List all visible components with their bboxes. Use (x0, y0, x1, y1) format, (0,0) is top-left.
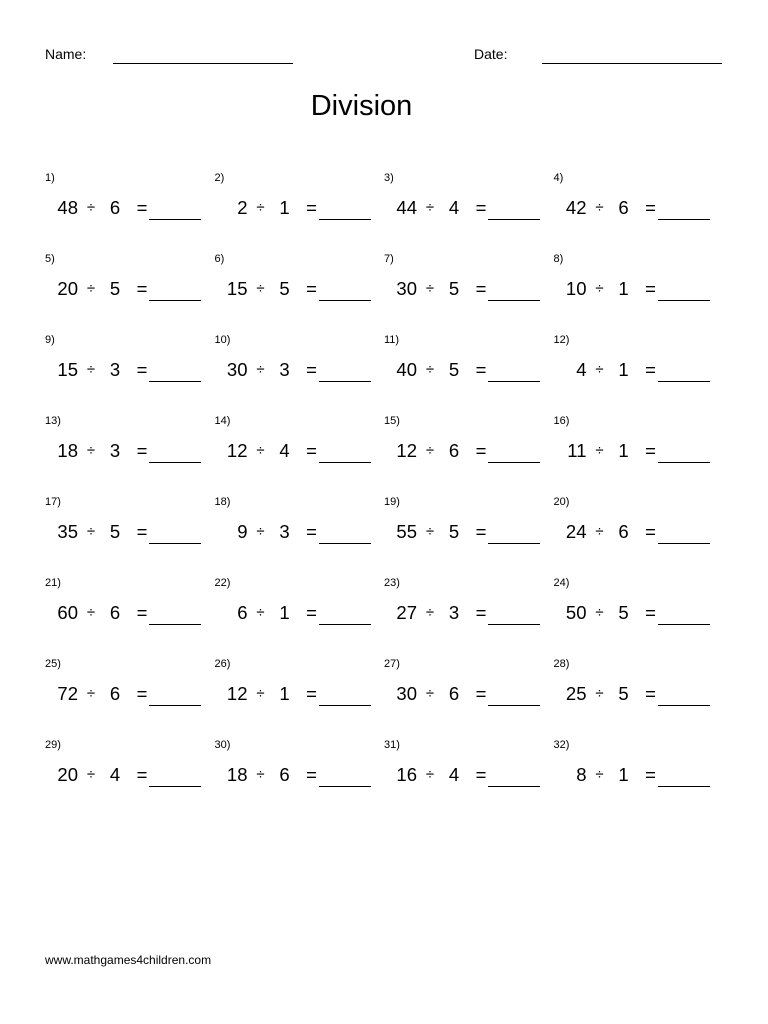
problem-number: 30) (214, 739, 231, 751)
answer-blank[interactable] (658, 543, 710, 544)
dividend: 2 (237, 197, 248, 218)
problem-22 (215, 575, 385, 656)
problem-number: 8) (553, 253, 564, 265)
answer-blank[interactable] (149, 462, 201, 463)
divide-sign: ÷ (86, 442, 96, 459)
divide-sign: ÷ (86, 280, 96, 297)
dividend: 6 (237, 602, 248, 623)
divisor: 6 (618, 197, 629, 218)
dividend: 9 (237, 521, 248, 542)
equals-sign: = (136, 440, 148, 461)
answer-blank[interactable] (488, 624, 540, 625)
problem-number: 28) (553, 658, 570, 670)
problem-number: 6) (214, 253, 225, 265)
problem-6 (215, 251, 385, 332)
problem-number: 4) (553, 172, 564, 184)
problem-3 (384, 170, 554, 251)
problem-19 (384, 494, 554, 575)
divide-sign: ÷ (86, 685, 96, 702)
equals-sign: = (645, 278, 656, 299)
divide-sign: ÷ (595, 766, 604, 783)
problem-number: 21) (45, 577, 61, 589)
divisor: 3 (109, 359, 121, 380)
divisor: 4 (109, 764, 121, 785)
answer-blank[interactable] (149, 705, 201, 706)
answer-blank[interactable] (149, 786, 201, 787)
dividend: 24 (565, 521, 587, 542)
problem-number: 29) (45, 739, 61, 751)
problem-29 (45, 737, 215, 818)
problem-32 (554, 737, 724, 818)
problem-7 (384, 251, 554, 332)
divisor: 1 (279, 602, 290, 623)
divide-sign: ÷ (425, 361, 435, 378)
equals-sign: = (645, 683, 656, 704)
divide-sign: ÷ (595, 361, 604, 378)
answer-blank[interactable] (319, 543, 371, 544)
answer-blank[interactable] (488, 219, 540, 220)
date-field[interactable] (542, 63, 722, 64)
dividend: 40 (396, 359, 417, 380)
problem-number: 22) (214, 577, 231, 589)
divide-sign: ÷ (256, 199, 265, 216)
divisor: 1 (279, 197, 290, 218)
divide-sign: ÷ (595, 604, 604, 621)
divisor: 1 (618, 278, 629, 299)
problem-number: 23) (384, 577, 400, 589)
problem-28 (554, 656, 724, 737)
divide-sign: ÷ (86, 766, 96, 783)
divide-sign: ÷ (256, 685, 265, 702)
name-field[interactable] (113, 63, 293, 64)
divide-sign: ÷ (86, 199, 96, 216)
equals-sign: = (136, 521, 148, 542)
divisor: 4 (448, 764, 460, 785)
problem-23 (384, 575, 554, 656)
problem-25 (45, 656, 215, 737)
answer-blank[interactable] (319, 300, 371, 301)
problem-13 (45, 413, 215, 494)
problem-number: 24) (553, 577, 570, 589)
problem-number: 27) (384, 658, 400, 670)
equals-sign: = (306, 278, 317, 299)
dividend: 50 (565, 602, 587, 623)
equals-sign: = (475, 359, 487, 380)
answer-blank[interactable] (658, 705, 710, 706)
problem-number: 11) (384, 334, 400, 346)
problem-24 (554, 575, 724, 656)
divisor: 3 (109, 440, 121, 461)
problem-number: 16) (553, 415, 570, 427)
divide-sign: ÷ (256, 280, 265, 297)
dividend: 60 (57, 602, 78, 623)
equals-sign: = (645, 197, 656, 218)
divisor: 5 (448, 359, 460, 380)
equals-sign: = (306, 764, 317, 785)
problem-number: 31) (384, 739, 400, 751)
equals-sign: = (645, 521, 656, 542)
dividend: 48 (57, 197, 78, 218)
divide-sign: ÷ (256, 361, 265, 378)
divide-sign: ÷ (425, 280, 435, 297)
dividend: 12 (226, 440, 248, 461)
divisor: 5 (109, 521, 121, 542)
equals-sign: = (306, 602, 317, 623)
answer-blank[interactable] (658, 624, 710, 625)
problem-number: 13) (45, 415, 61, 427)
dividend: 20 (57, 764, 78, 785)
problem-18 (215, 494, 385, 575)
divisor: 6 (109, 683, 121, 704)
equals-sign: = (306, 359, 317, 380)
equals-sign: = (645, 440, 656, 461)
divisor: 4 (448, 197, 460, 218)
problem-1 (45, 170, 215, 251)
problem-number: 32) (553, 739, 570, 751)
divisor: 6 (279, 764, 290, 785)
divide-sign: ÷ (595, 442, 604, 459)
answer-blank[interactable] (319, 381, 371, 382)
answer-blank[interactable] (319, 786, 371, 787)
problem-number: 19) (384, 496, 400, 508)
equals-sign: = (475, 602, 487, 623)
dividend: 30 (226, 359, 248, 380)
equals-sign: = (475, 764, 487, 785)
dividend: 72 (57, 683, 78, 704)
divide-sign: ÷ (86, 523, 96, 540)
equals-sign: = (306, 197, 317, 218)
divisor: 1 (618, 359, 629, 380)
date-label: Date: (474, 46, 508, 62)
problem-27 (384, 656, 554, 737)
divide-sign: ÷ (86, 361, 96, 378)
divide-sign: ÷ (425, 442, 435, 459)
equals-sign: = (136, 359, 148, 380)
answer-blank[interactable] (488, 381, 540, 382)
divide-sign: ÷ (595, 685, 604, 702)
equals-sign: = (475, 683, 487, 704)
problem-31 (384, 737, 554, 818)
equals-sign: = (645, 359, 656, 380)
divisor: 4 (279, 440, 290, 461)
divide-sign: ÷ (86, 604, 96, 621)
dividend: 12 (396, 440, 417, 461)
answer-blank[interactable] (319, 705, 371, 706)
answer-blank[interactable] (488, 300, 540, 301)
divisor: 5 (279, 278, 290, 299)
answer-blank[interactable] (319, 462, 371, 463)
answer-blank[interactable] (149, 543, 201, 544)
divisor: 6 (448, 440, 460, 461)
divisor: 3 (448, 602, 460, 623)
dividend: 35 (57, 521, 78, 542)
equals-sign: = (306, 683, 317, 704)
problem-21 (45, 575, 215, 656)
divide-sign: ÷ (425, 604, 435, 621)
divisor: 6 (618, 521, 629, 542)
dividend: 8 (576, 764, 587, 785)
answer-blank[interactable] (658, 381, 710, 382)
divisor: 5 (618, 683, 629, 704)
dividend: 11 (567, 440, 587, 461)
problem-20 (554, 494, 724, 575)
equals-sign: = (136, 683, 148, 704)
dividend: 30 (396, 278, 417, 299)
dividend: 44 (396, 197, 417, 218)
divide-sign: ÷ (425, 523, 435, 540)
dividend: 18 (57, 440, 78, 461)
divide-sign: ÷ (595, 523, 604, 540)
divide-sign: ÷ (425, 685, 435, 702)
divide-sign: ÷ (256, 766, 265, 783)
problem-30 (215, 737, 385, 818)
problem-4 (554, 170, 724, 251)
divisor: 6 (109, 602, 121, 623)
divide-sign: ÷ (425, 199, 435, 216)
equals-sign: = (306, 521, 317, 542)
answer-blank[interactable] (658, 462, 710, 463)
problem-17 (45, 494, 215, 575)
dividend: 55 (396, 521, 417, 542)
problem-11 (384, 332, 554, 413)
divisor: 5 (109, 278, 121, 299)
equals-sign: = (475, 440, 487, 461)
dividend: 16 (396, 764, 417, 785)
dividend: 20 (57, 278, 78, 299)
problem-9 (45, 332, 215, 413)
answer-blank[interactable] (488, 786, 540, 787)
divisor: 6 (109, 197, 121, 218)
answer-blank[interactable] (319, 624, 371, 625)
dividend: 4 (576, 359, 587, 380)
problem-number: 18) (214, 496, 231, 508)
answer-blank[interactable] (149, 381, 201, 382)
divisor: 1 (618, 764, 629, 785)
dividend: 42 (565, 197, 587, 218)
name-label: Name: (45, 46, 87, 62)
problem-number: 2) (214, 172, 225, 184)
divisor: 5 (448, 521, 460, 542)
divisor: 1 (279, 683, 290, 704)
divide-sign: ÷ (256, 604, 265, 621)
equals-sign: = (645, 764, 656, 785)
answer-blank[interactable] (149, 300, 201, 301)
problem-26 (215, 656, 385, 737)
divisor: 5 (618, 602, 629, 623)
problem-number: 10) (214, 334, 231, 346)
problem-16 (554, 413, 724, 494)
dividend: 27 (396, 602, 417, 623)
problem-12 (554, 332, 724, 413)
problem-10 (215, 332, 385, 413)
problem-number: 17) (45, 496, 61, 508)
equals-sign: = (136, 197, 148, 218)
problem-number: 20) (553, 496, 570, 508)
equals-sign: = (136, 764, 148, 785)
problem-number: 15) (384, 415, 400, 427)
dividend: 10 (565, 278, 587, 299)
problem-number: 1) (45, 172, 55, 184)
dividend: 12 (226, 683, 248, 704)
problem-number: 5) (45, 253, 55, 265)
answer-blank[interactable] (488, 543, 540, 544)
dividend: 25 (565, 683, 587, 704)
equals-sign: = (306, 440, 317, 461)
footer-url: www.mathgames4children.com (45, 953, 212, 967)
answer-blank[interactable] (488, 705, 540, 706)
answer-blank[interactable] (658, 219, 710, 220)
equals-sign: = (136, 278, 148, 299)
equals-sign: = (475, 521, 487, 542)
problem-grid (45, 170, 723, 818)
divide-sign: ÷ (595, 280, 604, 297)
answer-blank[interactable] (149, 624, 201, 625)
divide-sign: ÷ (425, 766, 435, 783)
problem-14 (215, 413, 385, 494)
dividend: 18 (226, 764, 248, 785)
divisor: 1 (618, 440, 629, 461)
problem-number: 14) (214, 415, 231, 427)
equals-sign: = (475, 278, 487, 299)
divisor: 5 (448, 278, 460, 299)
divide-sign: ÷ (595, 199, 604, 216)
divide-sign: ÷ (256, 523, 265, 540)
problem-number: 7) (384, 253, 394, 265)
problem-number: 3) (384, 172, 394, 184)
divide-sign: ÷ (256, 442, 265, 459)
divisor: 3 (279, 359, 290, 380)
problem-number: 12) (553, 334, 570, 346)
divisor: 3 (279, 521, 290, 542)
page-title: Division (310, 90, 413, 122)
problem-number: 26) (214, 658, 231, 670)
dividend: 15 (226, 278, 248, 299)
answer-blank[interactable] (658, 786, 710, 787)
equals-sign: = (645, 602, 656, 623)
answer-blank[interactable] (319, 219, 371, 220)
problem-2 (215, 170, 385, 251)
equals-sign: = (475, 197, 487, 218)
dividend: 15 (57, 359, 78, 380)
dividend: 30 (396, 683, 417, 704)
problem-number: 25) (45, 658, 61, 670)
answer-blank[interactable] (149, 219, 201, 220)
problem-5 (45, 251, 215, 332)
answer-blank[interactable] (488, 462, 540, 463)
divisor: 6 (448, 683, 460, 704)
problem-8 (554, 251, 724, 332)
problem-15 (384, 413, 554, 494)
answer-blank[interactable] (658, 300, 710, 301)
problem-number: 9) (45, 334, 55, 346)
equals-sign: = (136, 602, 148, 623)
